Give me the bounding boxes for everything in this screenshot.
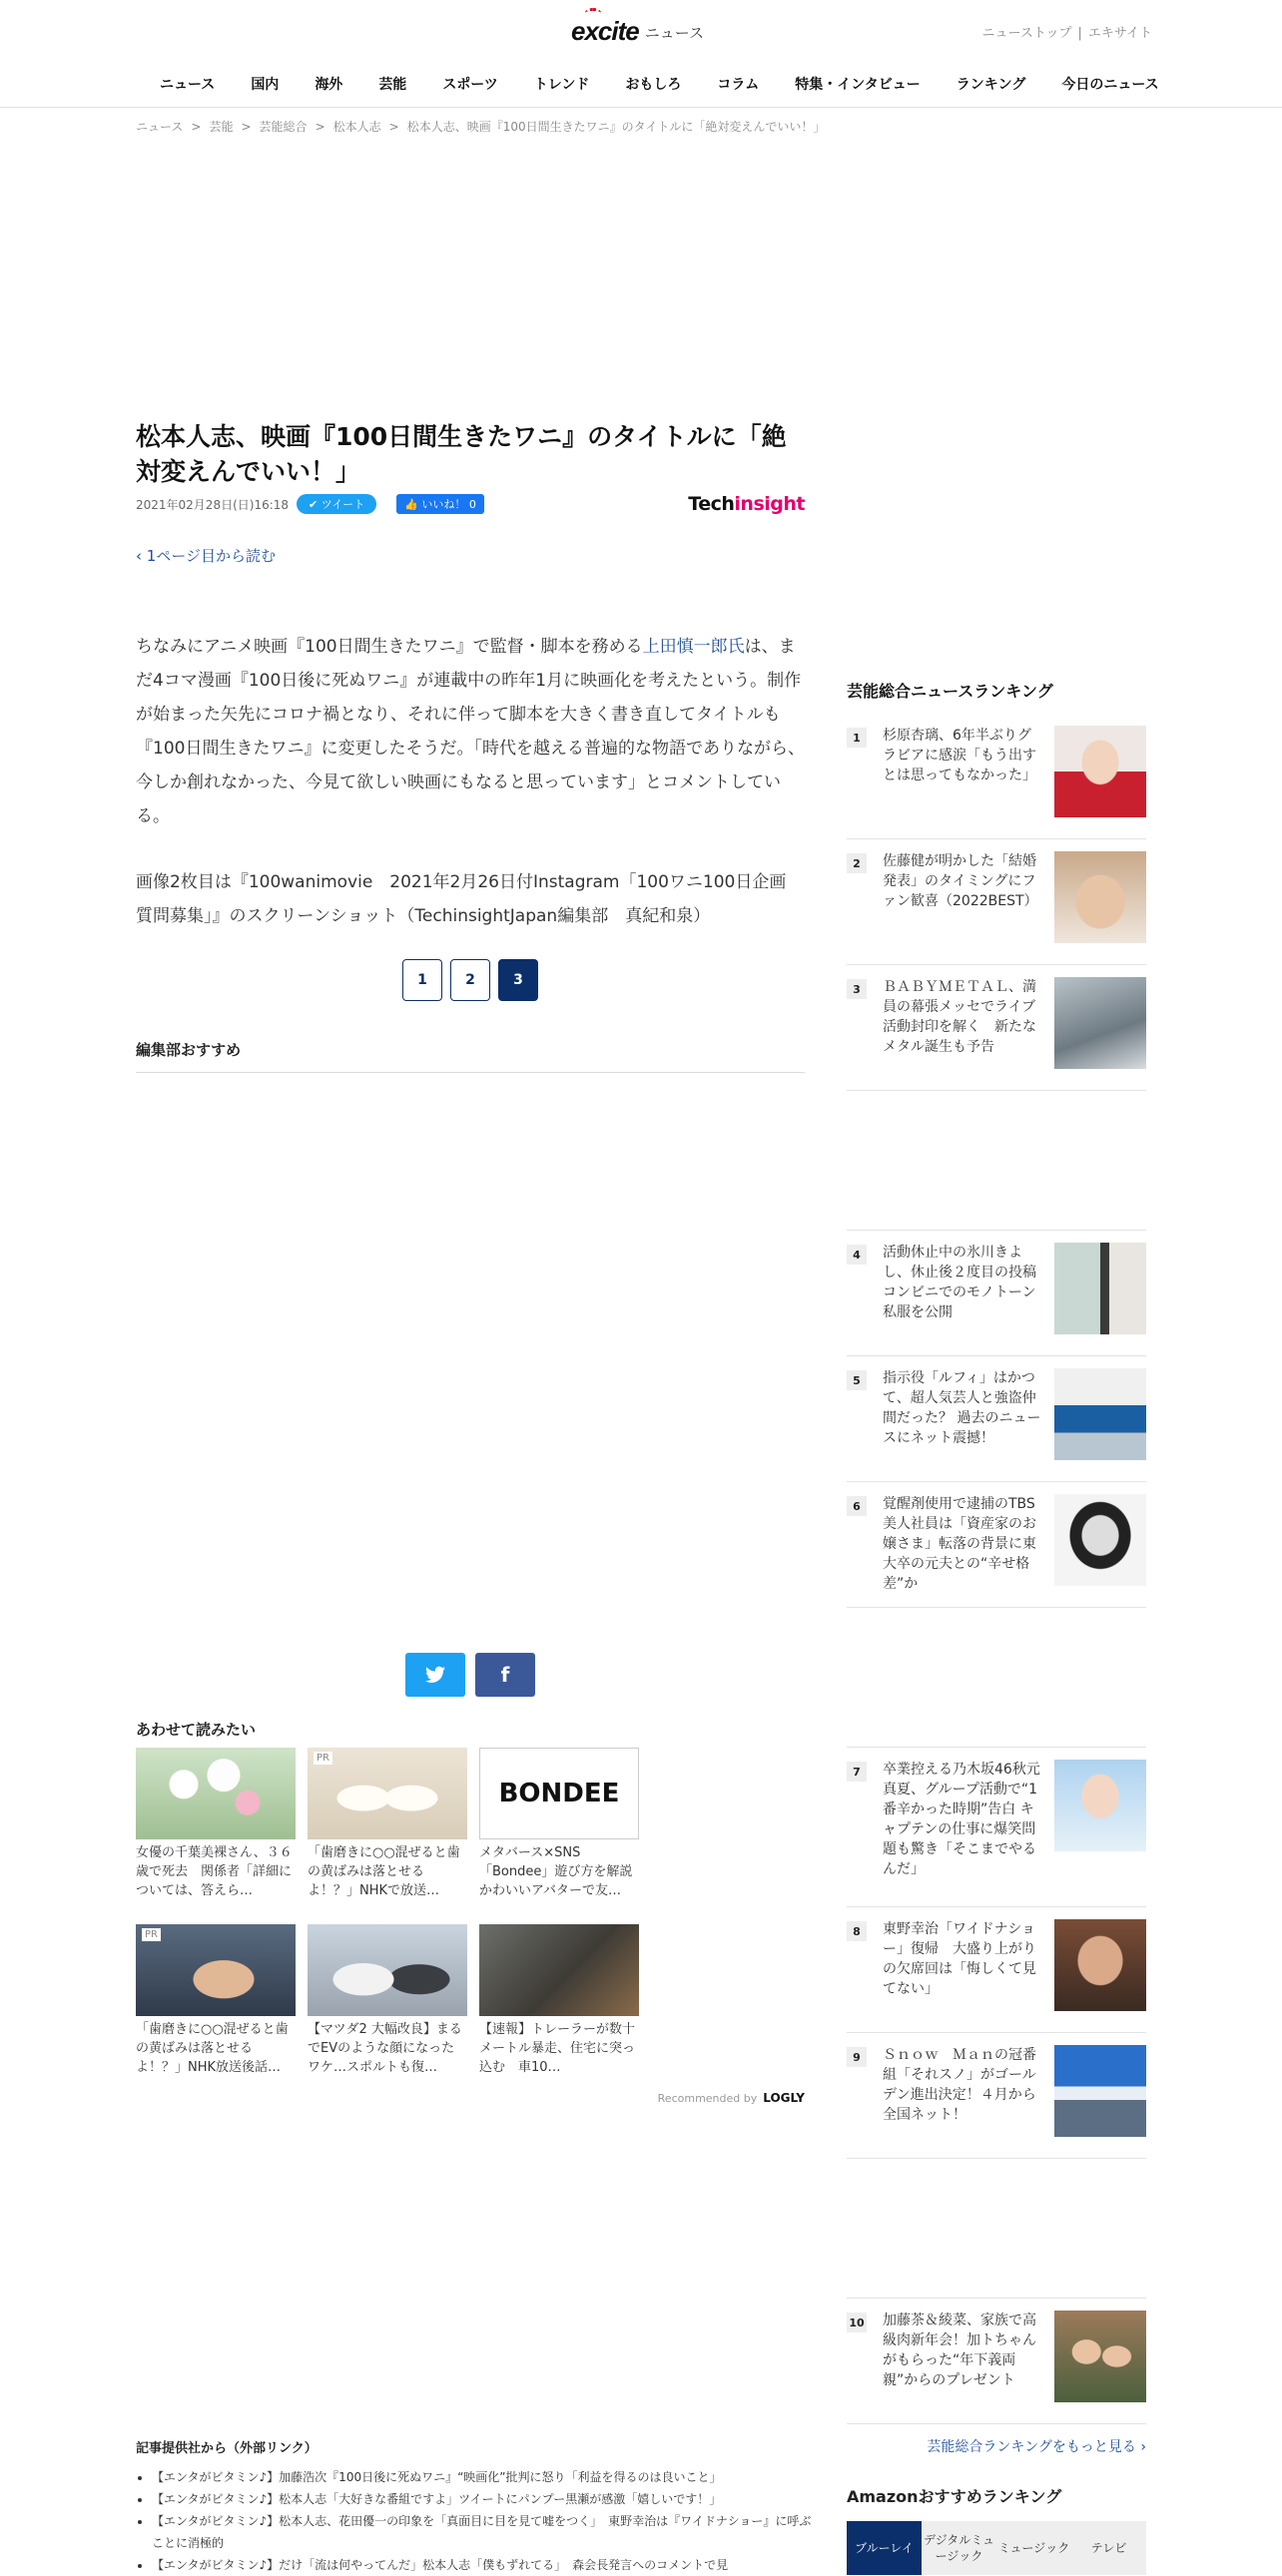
ranking-item[interactable] [847, 1231, 1146, 1356]
sidebar [847, 679, 1146, 2575]
back-to-page1-link[interactable]: ‹ 1ページ目から読む [136, 547, 277, 565]
external-links [136, 2437, 815, 2576]
twitter-share-button[interactable] [405, 1653, 465, 1697]
facebook-icon: f [500, 1663, 510, 1687]
rank-thumbnail [1054, 1243, 1146, 1334]
bondee-thumbnail: BONDEE [479, 1748, 639, 1839]
rank-title: 加藤茶＆綾菜、家族で高級肉新年会！加トちゃんがもらった“年下義両親”からのプレゼント [883, 2313, 1036, 2388]
rank-thumbnail [1054, 1368, 1146, 1460]
site-logo[interactable] [571, 16, 704, 47]
man-thumbnail [136, 1924, 296, 2016]
pr-badge: PR [314, 1752, 332, 1765]
breadcrumb-item[interactable]: 松本人志 [332, 120, 381, 134]
related-card-pr[interactable]: PR 「歯磨きに○○混ぜると歯の黄ばみは落とせるよ！？」NHKで放送… [308, 1748, 467, 1900]
rank-number: 3 [847, 979, 867, 999]
tweet-button[interactable]: ✔ ツイート [297, 494, 376, 514]
ad-space [847, 1608, 1146, 1748]
flowers-thumbnail [136, 1748, 296, 1839]
rank-thumbnail [1054, 977, 1146, 1069]
nav-column[interactable]: コラム [717, 77, 760, 93]
rank-title: 東野幸治「ワイドナショー」復帰 大盛り上がりの欠席回は「悔しくて見てない」 [883, 1921, 1036, 1997]
page-2-button[interactable]: 2 [450, 959, 490, 1001]
related-card[interactable]: 【速報】トレーラーが数十メートル暴走、住宅に突っ込む 車10… [479, 1924, 639, 2077]
trailer-crash-thumbnail [479, 1924, 639, 2016]
article-date: 2021年02月28日(日)16:18 [136, 497, 290, 512]
rank-thumbnail [1054, 1919, 1146, 2011]
site-header [0, 0, 1282, 108]
ranking-item[interactable] [847, 1356, 1146, 1482]
like-button[interactable]: 👍 いいね！ 0 [396, 494, 484, 514]
news-top-link[interactable]: ニューストップ [981, 26, 1072, 41]
nav-today[interactable]: 今日のニュース [1061, 77, 1159, 93]
rank-thumbnail [1054, 1760, 1146, 1851]
ranking-item[interactable] [847, 1482, 1146, 1608]
excite-link[interactable]: エキサイト [1087, 26, 1152, 41]
ad-space [847, 1091, 1146, 1231]
breadcrumb: ニュース > 芸能 > 芸能総合 > 松本人志 > 松本人志、映画『100日間生きたワニ』のタイトルに「絶対変えんでいい！」 [136, 120, 826, 134]
rank-number: 4 [847, 1245, 867, 1265]
tab-tv[interactable]: テレビ [1071, 2521, 1146, 2575]
rank-title: Ｓｎｏｗ Ｍａｎの冠番組「それスノ」がゴールデン進出決定！４月から全国ネット！ [883, 2047, 1036, 2123]
rank-title: 佐藤健が明かした「結婚発表」のタイミングにファン歓喜（2022BEST） [883, 853, 1038, 909]
rank-thumbnail [1054, 726, 1146, 817]
related-card[interactable]: BONDEE メタバース×SNS「Bondee」遊び方を解説 かわいいアバターで友… [479, 1748, 639, 1900]
rank-title: ＢＡＢＹＭＥＴＡＬ、満員の幕張メッセでライブ活動封印を解く 新たなメタル誕生も予告 [883, 979, 1036, 1055]
rank-number: 6 [847, 1496, 867, 1516]
article-title: 松本人志、映画『100日間生きたワニ』のタイトルに「絶対変えんでいい！」 [136, 422, 787, 486]
ranking-item[interactable] [847, 714, 1146, 839]
rank-number: 10 [847, 2313, 867, 2332]
logly-credit[interactable]: Recommended by LOGLY [657, 2091, 805, 2105]
related-articles [136, 1719, 805, 2105]
tab-music[interactable]: ミュージック [996, 2521, 1071, 2575]
rank-title: 覚醒剤使用で逮捕のTBS美人社員は「資産家のお嬢さま」転落の背景に東大卒の元夫との“辛せ格差”か [883, 1496, 1036, 1592]
rank-number: 9 [847, 2047, 867, 2067]
ranking-item[interactable] [847, 2299, 1146, 2424]
nav-overseas[interactable]: 海外 [315, 77, 343, 93]
twitter-icon [425, 1666, 445, 1684]
rank-thumbnail [1054, 2311, 1146, 2402]
nav-entertainment[interactable]: 芸能 [378, 77, 407, 93]
nav-domestic[interactable]: 国内 [251, 77, 280, 93]
ranking-item[interactable] [847, 1907, 1146, 2033]
chevron-right-icon: › [1135, 2439, 1146, 2455]
share-buttons [405, 1653, 535, 1697]
breadcrumb-item[interactable]: ニュース [136, 120, 184, 134]
rank-title: 指示役「ルフィ」はかつて、超人気芸人と強盗仲間だった？ 過去のニュースにネット震撼！ [883, 1370, 1041, 1446]
nav-sports[interactable]: スポーツ [442, 77, 498, 93]
rank-thumbnail [1054, 851, 1146, 943]
rank-number: 1 [847, 728, 867, 748]
related-card[interactable]: 【マツダ2 大幅改良】まるでEVのような顔になったワケ…スポルトも復… [308, 1924, 467, 2077]
rank-number: 8 [847, 1921, 867, 1941]
article-meta [136, 493, 805, 515]
top-links: ニューストップ | エキサイト [981, 26, 1152, 41]
global-nav [160, 74, 1195, 94]
image-caption-paragraph: 画像2枚目は『100wanimovie 2021年2月26日付Instagram「100ワニ100日企画 質問募集」』のスクリーンショット（TechinsightJapan編集部 真紀和泉） [136, 872, 787, 926]
ranking-item[interactable] [847, 965, 1146, 1091]
page-1-button[interactable]: 1 [402, 959, 442, 1001]
related-card[interactable]: 女優の千葉美裸さん、３６歳で死去 関係者「詳細については、答えら… [136, 1748, 296, 1900]
breadcrumb-item[interactable]: 芸能 [209, 120, 234, 134]
logly-logo: LOGLY [763, 2091, 805, 2105]
rank-number: 2 [847, 853, 867, 873]
amazon-tabs [847, 2521, 1146, 2575]
rank-thumbnail [1054, 2045, 1146, 2137]
external-link-item[interactable]: • 【エンタがビタミン♪】だけ「流は何やってんだ」松本人志「僕もずれてる」 森会長発言へのコメントで見 [152, 2554, 815, 2576]
pagination [136, 959, 805, 1001]
tab-digital-music[interactable]: デジタルミュージック [922, 2521, 996, 2575]
external-link-item[interactable]: • 【エンタがビタミン♪】松本人志「大好きな番組ですよ」ツイートにパンプー黒瀬が感激「嬉しいです！」 [152, 2488, 815, 2510]
director-link[interactable]: 上田慎一郎氏 [642, 637, 745, 657]
related-card-pr[interactable]: PR 「歯磨きに○○混ぜると歯の黄ばみは落とせるよ！？」NHK放送後話… [136, 1924, 296, 2077]
excite-logo: excite [571, 16, 639, 47]
pr-badge: PR [142, 1928, 161, 1941]
rank-number: 7 [847, 1762, 867, 1782]
nav-funny[interactable]: おもしろ [625, 77, 682, 93]
ad-space [847, 2159, 1146, 2299]
thumbs-up-icon: 👍 [404, 498, 418, 511]
article [136, 419, 805, 1073]
external-links-heading: 記事提供社から（外部リンク） [136, 2441, 318, 2456]
twitter-icon: ✔ [309, 498, 319, 511]
rank-title: 活動休止中の氷川きよし、休止後２度目の投稿 コンビニでのモノトーン私服を公開 [883, 1245, 1050, 1320]
page-3-button[interactable]: 3 [498, 959, 538, 1001]
nav-features[interactable]: 特集・インタビュー [795, 77, 921, 93]
breadcrumb-current: 松本人志、映画『100日間生きたワニ』のタイトルに「絶対変えんでいい！」 [406, 120, 826, 134]
more-ranking-link[interactable]: 芸能総合ランキングをもっと見る › [927, 2439, 1146, 2455]
ranking-heading: 芸能総合ニュースランキング [847, 682, 1053, 701]
chevron-left-icon: ‹ [136, 547, 147, 565]
logo-subtitle: ニュース [644, 24, 704, 42]
techinsight-logo[interactable]: Techinsight [688, 493, 805, 515]
external-link-item[interactable]: • 【エンタがビタミン♪】松本人志、花田優一の印象を「真面目に目を見て嘘をつく」 東野幸治は『ワイドナショー』に呼ぶことに消極的 [152, 2510, 815, 2554]
rank-number: 5 [847, 1370, 867, 1390]
editor-recommend-heading: 編集部おすすめ [136, 1039, 805, 1073]
teeth-thumbnail [308, 1748, 467, 1839]
facebook-share-button[interactable] [475, 1653, 535, 1697]
nav-ranking[interactable]: ランキング [956, 77, 1026, 93]
nav-news[interactable]: ニュース [160, 77, 216, 93]
rank-title: 卒業控える乃木坂46秋元真夏、グループ活動で“1番辛かった時期”告白 キャプテンの仕事に爆笑問題も驚き「そこまでやるんだ」 [883, 1762, 1040, 1877]
ranking-item[interactable] [847, 1748, 1146, 1907]
breadcrumb-item[interactable]: 芸能総合 [259, 120, 308, 134]
ranking-item[interactable] [847, 839, 1146, 965]
car-thumbnail [308, 1924, 467, 2016]
article-body-paragraph: ちなみにアニメ映画『100日間生きたワニ』で監督・脚本を務める上田慎一郎氏は、まだ4コマ漫画『100日後に死ぬワニ』が連載中の昨年1月に映画化を考えたという。制作が始まった矢先にコロナ禍となり、それに伴って脚本を大きく書き直してタイトルも『100日間生きたワニ』に変更したそうだ。「時代を越える普遍的な物語でありながら、今しか創れなかった、今見て欲しい映画にもなると思っています」とコメントしている。 [136, 637, 805, 826]
amazon-ranking-heading: Amazonおすすめランキング [847, 2487, 1062, 2506]
ranking-item[interactable] [847, 2033, 1146, 2159]
related-heading: あわせて読みたい [136, 1721, 257, 1739]
rank-thumbnail [1054, 1494, 1146, 1586]
rank-title: 杉原杏璃、6年半ぶりグラビアに感涙「もう出すとは思ってもなかった」 [883, 728, 1036, 783]
tab-bluray[interactable]: ブルーレイ [847, 2521, 922, 2575]
nav-trend[interactable]: トレンド [533, 77, 590, 93]
external-link-item[interactable]: • 【エンタがビタミン♪】加藤浩次『100日後に死ぬワニ』“映画化”批判に怒り「利益を得るのは良いこと」 [152, 2466, 815, 2488]
